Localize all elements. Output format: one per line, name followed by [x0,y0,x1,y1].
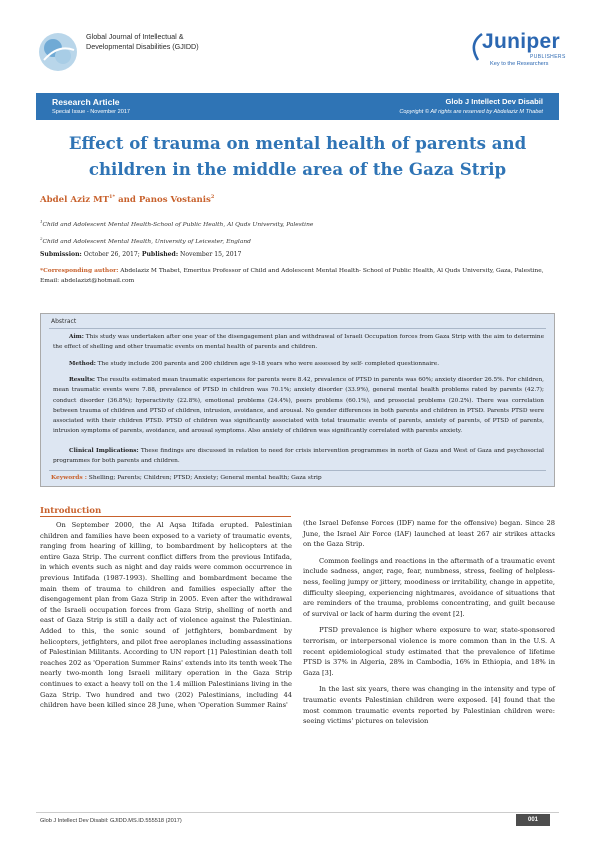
affiliation-2 [40,236,251,245]
author-1: Abdel Aziz MT [40,194,110,205]
results-text: The results estimated mean traumatic experiences for parents were 8.42, prevalence of PTSD in parents was 60%; anxiety disorder 26.5%. For children, mean traumatic events were 7.88, prevalence of PTSD in children was 70.1%; anxiety disorder (33.9%), general mental health problems rated by parents (42.7); conduct disorder (36.8%); hyperactivity (22.8%), emotional problems (24.4%), peers problems (60.1%), and prosocial problems (20.2%). There was correlation between trauma of children and PTSD of children, intrusion, avoidance, and arousal. No gender differences in both parents and children in PTSD. Parents PTSD were associated with their children PTSD. PTSD of children was significantly associated with total traumatic events of parents, anxiety of parents, of PTSD of parents, intrusion symptoms of parents, avoidance, and arousal symptoms. Also anxiety of children was significantly correlated with parents anxiety. [53,377,544,435]
author-1-sup: 1* [109,194,116,200]
journal-name-line-1: Global Journal of Intellectual & [86,32,184,41]
intro-paragraph-3: PTSD prevalence is higher where exposure to war, state-sponsored terrorism, or interpersonal violence is more common than in the U.S. A recent epidemiological study estimated that the prevalence of lifetime PTSD is 37% in Algeria, 28% in Cambodia, 16% in Ethiopia, and 18% in Gaza [3]. [303,626,555,677]
keywords-label: Keywords : [51,474,87,481]
corresponding-author [40,266,552,286]
abstract-divider [49,328,546,329]
published-date: November 15, 2017 [178,251,242,258]
aim-text: This study was undertaken after one year of the disengagement plan and withdrawal of Israeli Occupation forces from Gaza Strip with the aim to determine the effect of shelling and other traumatic events on mental health of parents and children. [53,334,544,351]
affiliation-1 [40,219,313,228]
method-text: The study include 200 parents and 200 children age 9-18 years who were assessed by self- completed questionnaire. [95,361,440,367]
article-title: Effect of trauma on mental health of parents and children in the middle area of the Gaza Strip [68,133,527,179]
copyright-notice: Copyright © All rights are reserved by Abdelaziz M Thabet [399,109,543,115]
clinical-label: Clinical Implications: [69,448,139,454]
body-column-right [303,518,555,733]
footer-citation: Glob J Intellect Dev Disabil: GJIDD.MS.ID.555518 (2017) [40,818,182,824]
corresponding-text: Abdelaziz M Thabet, Emeritus Professor of Child and Adolescent Mental Health- School of Public Health, Al Quds University, Gaza, Palestine, Email: [40,268,544,284]
intro-paragraph-4: In the last six years, there was changing in the intensity and type of traumatic events Palestinian children were exposed. [4] found that the most common traumatic events reported by Palestinian children were: seeing victims' pictures on television [303,685,555,726]
journal-name-line-2: Developmental Disabilities (GJIDD) [86,41,199,51]
introduction-heading: Introduction [40,506,102,516]
abstract-aim [53,332,544,353]
author-list [40,194,214,205]
article-banner [36,93,559,120]
publisher-sub: PUBLISHERS [530,54,566,60]
abstract-results [53,375,544,437]
journal-logo [36,30,236,80]
submission-date: October 26, 2017; [81,251,140,258]
intro-paragraph-continued: (the Israel Defense Forces (IDF) name for the offensive) began. Since 28 June, the Israel Air Force (IAF) launched at least 267 air strikes attacks on the Gaza Strip. [303,519,555,549]
intro-paragraph-2: Common feelings and reactions in the aftermath of a traumatic event include sadness, anger, rage, fear, numbness, stress, feeling of helpless-ness, feeling jumpy or jittery, moodiness or irritability, change in appetite, difficulty sleeping, experiencing nightmares, avoidance of situations that are reminders of the trauma, problems concentrating, and guilt because of survival or lack of harm during the event [2]. [303,556,555,618]
article-type: Research Article [52,97,120,107]
method-label: Method: [69,361,96,367]
publisher-tagline: Key to the Researchers [490,61,549,67]
author-and: and Panos Vostanis [115,194,211,205]
abstract-clinical [53,446,544,467]
author-2-sup: 2 [210,194,215,200]
publisher-logo [468,30,568,80]
intro-paragraph-1: On September 2000, the Al Aqsa Itifada erupted. Palestinian children and families have been exposed to a variety of traumatic events, ranging from hearing of killing, to bombardment by helicopters at the entire Gaza Strip. The current conflict differs from the previous Intifada, in which events such as night and day raids were common occurrence in previous Intifada (1987-1993). Shelling and bombardment became the main them of trauma to children and families especially after the disengagement plan from Gaza Strip in 2005. Even after the withdrawal of the Israeli occupation forces from Gaza Strip, shelling of north and east of Gaza Strip is still a daily act of violence against the Palestinian. Added to this, the sonic sound of jetfighters, bombardment by helicopters, jetfighters, and pilot free aeroplanes including assassinations of Palestinian Militants. According to UN report [1] Palestinian death toll reaches 202 as 'Operation Summer Rains' extends into its tenth week The nearly two-month long Israeli military operation in the Gaza Strip continues to exact a heavy toll on the 1.4 million Palestinians living in the Gaza Strip. Two hundred and two (202) Palestinians, including 44 children have been killed since 28 June, when 'Operation Summer Rains' [40,521,292,710]
corresponding-label: *Corresponding author: [40,267,119,274]
published-label: Published: [139,251,179,258]
journal-name [86,32,236,51]
body-column-left [40,520,292,717]
affiliation-1-sup: 1 [40,219,43,224]
submission-label: Submission: [40,251,82,258]
abstract-method [53,359,544,369]
results-label: Results: [69,377,96,383]
keywords [51,474,322,481]
abstract-box [40,313,555,487]
corresponding-email[interactable]: abdelazizt@hotmail.com [61,278,135,284]
introduction-rule [40,516,291,517]
clinical-text: These findings are discussed in relation to need for crisis intervention programmes in north of Gaza and West of Gaza and psychosocial programmes for both parents and children. [53,448,544,465]
footer-divider [36,812,559,813]
page-number: 001 [516,814,550,826]
aim-label: Aim: [69,334,84,340]
keywords-text: Shelling; Parents; Children; PTSD; Anxiety; General mental health; Gaza strip [86,475,322,481]
affiliation-1-text: Child and Adolescent Mental Health-School of Public Health, Al Quds University, Palestine [42,221,314,228]
issue-label: Special Issue - November 2017 [52,109,131,115]
publisher-name: Juniper [482,30,560,53]
journal-emblem-icon [36,30,80,74]
abstract-heading: Abstract [51,318,77,325]
affiliation-2-sup: 2 [40,236,43,241]
submission-dates [40,251,241,258]
keywords-divider [49,470,546,471]
affiliation-2-text: Child and Adolescent Mental Health, University of Leicester, England [42,238,251,245]
journal-short-name: Glob J Intellect Dev Disabil [445,97,543,106]
